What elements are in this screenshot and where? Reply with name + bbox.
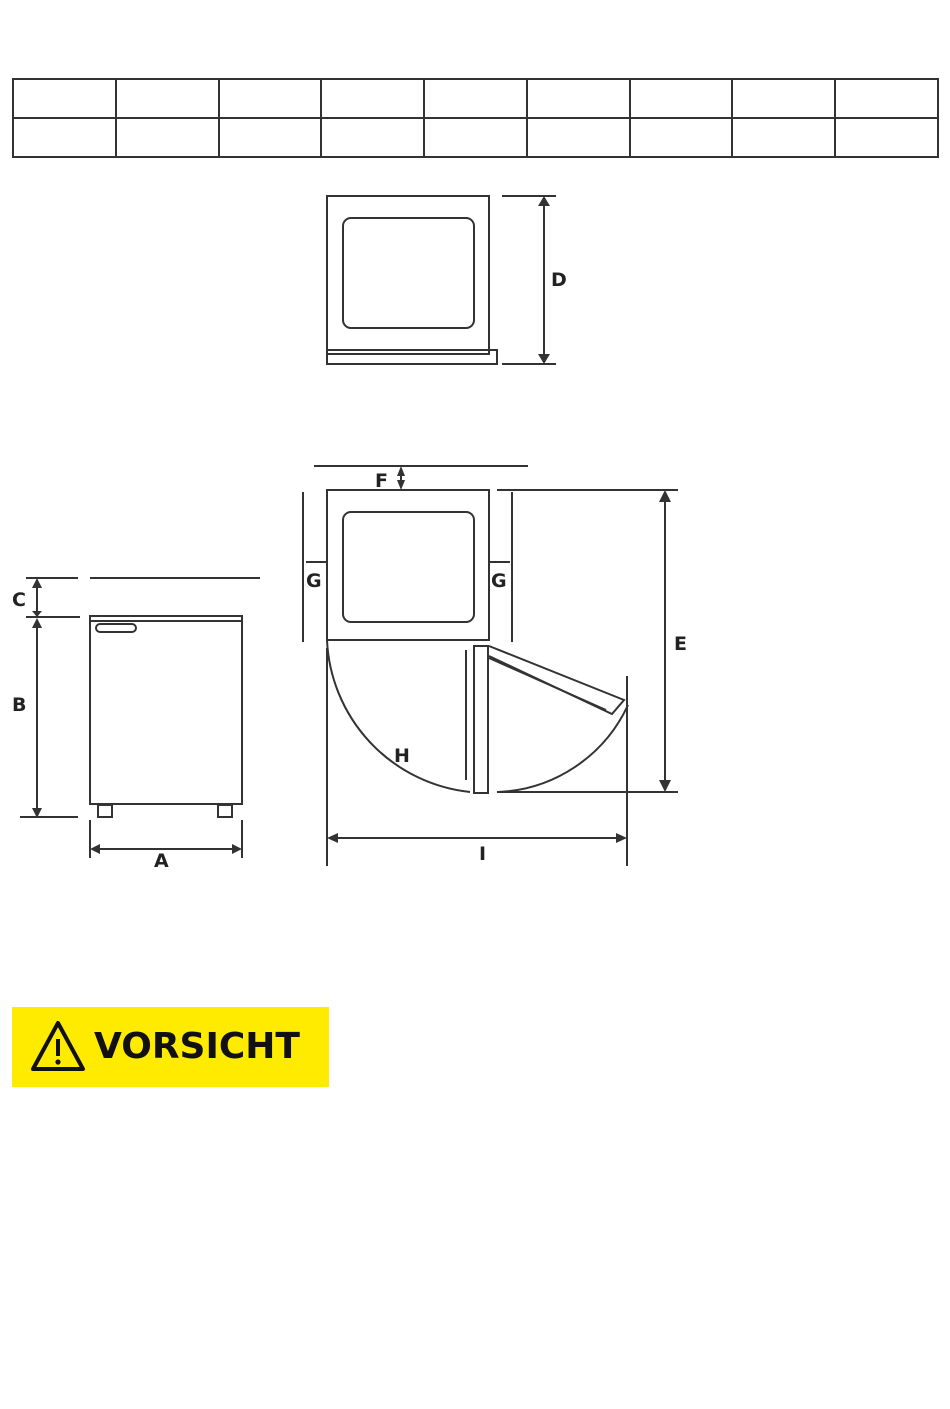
label-f: F <box>375 470 388 492</box>
label-c: C <box>12 589 26 611</box>
label-g-left: G <box>306 570 322 592</box>
label-a: A <box>154 850 169 872</box>
label-h: H <box>394 745 410 767</box>
caution-text: VORSICHT <box>94 1026 300 1067</box>
label-b: B <box>12 694 27 716</box>
side-view-appliance <box>20 578 260 858</box>
label-i: I <box>479 843 487 865</box>
label-d: D <box>551 269 567 291</box>
warning-triangle-icon <box>30 1019 86 1075</box>
door-swing-view <box>303 466 678 866</box>
top-view-appliance <box>327 196 556 364</box>
label-e: E <box>674 633 687 655</box>
label-g-right: G <box>491 570 507 592</box>
caution-banner <box>12 1007 329 1087</box>
